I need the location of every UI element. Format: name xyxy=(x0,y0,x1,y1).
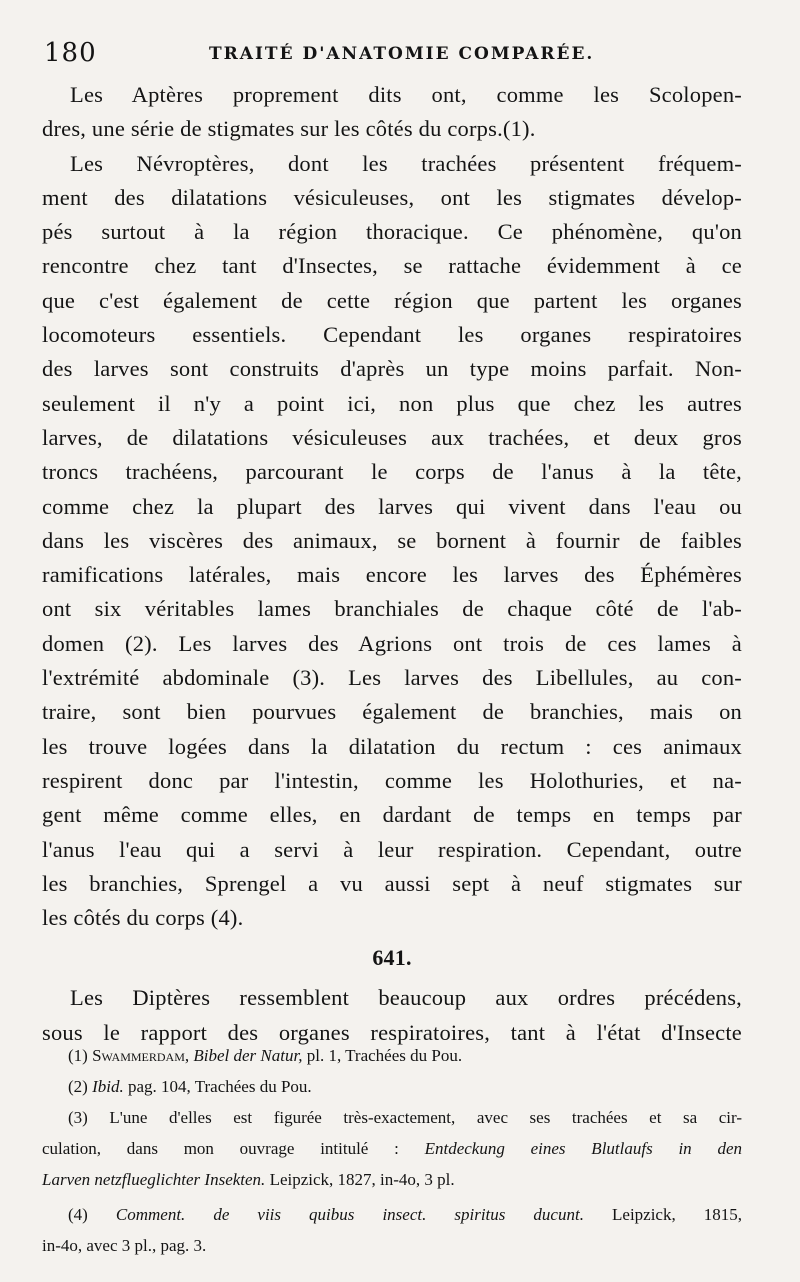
footnote-3-line xyxy=(42,1133,742,1164)
text-line: respirent donc par l'intestin, comme les Holothuries, et na- xyxy=(42,767,742,793)
text-line: larves, de dilatations vésiculeuses aux trachées, et deux gros xyxy=(42,424,742,450)
footnote-text: culation, dans mon ouvrage intitulé : xyxy=(42,1139,399,1158)
footnote-text: pl. 1, Trachées du Pou. xyxy=(306,1046,463,1065)
main-text xyxy=(42,78,742,1050)
footnote-text: Leipzick, 1827, in-4o, 3 pl. xyxy=(269,1170,455,1189)
footnote-author: Swammerdam, xyxy=(92,1046,190,1065)
footnote-mark: (2) xyxy=(68,1077,88,1096)
footnote-title: Comment. de viis quibus insect. spiritus ducunt. xyxy=(115,1205,584,1224)
footnote-4 xyxy=(42,1199,742,1230)
text-line: sous le rapport des organes respiratoires, tant à l'état d'Insecte xyxy=(42,1019,742,1045)
text-line: ramifications latérales, mais encore les larves des Éphémères xyxy=(42,562,742,588)
footnote-2 xyxy=(42,1071,742,1102)
footnote-3-line xyxy=(42,1164,742,1195)
text-line: Les Névroptères, dont les trachées présentent fréquem- xyxy=(70,150,742,176)
footnote-1 xyxy=(42,1040,742,1071)
text-line: pés surtout à la région thoracique. Ce phénomène, qu'on xyxy=(42,219,742,245)
text-line: seulement il n'y a point ici, non plus que chez les autres xyxy=(42,390,742,416)
text-line: ont six véritables lames branchiales de chaque côté de l'ab- xyxy=(42,596,742,622)
text-line: dres, une série de stigmates sur les côtés du corps.(1). xyxy=(42,116,536,142)
text-line: des larves sont construits d'après un type moins parfait. Non- xyxy=(42,356,742,382)
text-line: ment des dilatations vésiculeuses, ont les stigmates dévelop- xyxy=(42,184,742,210)
running-title: TRAITÉ D'ANATOMIE COMPARÉE. xyxy=(209,44,595,64)
footnote-title: Larven netzflueglichter Insekten. xyxy=(42,1170,266,1189)
text-line: Les Diptères ressemblent beaucoup aux ordres précédens, xyxy=(70,985,742,1011)
text-line: que c'est également de cette région que partent les organes xyxy=(42,287,742,313)
text-line: locomoteurs essentiels. Cependant les organes respiratoires xyxy=(42,322,742,348)
text-line: traire, sont bien pourvues également de branchies, mais on xyxy=(42,699,742,725)
footnote-text: pag. 104, Trachées du Pou. xyxy=(127,1077,312,1096)
footnote-title: Bibel der Natur, xyxy=(193,1046,303,1065)
footnote-4-line: in-4o, avec 3 pl., pag. 3. xyxy=(42,1236,207,1255)
text-line: les trouve logées dans la dilatation du rectum : ces animaux xyxy=(42,733,742,759)
footnote-text: Leipzick, 1815, xyxy=(612,1205,743,1224)
text-line: domen (2). Les larves des Agrions ont trois de ces lames à xyxy=(42,630,742,656)
text-line: dans les viscères des animaux, se bornent à fournir de faibles xyxy=(42,527,742,553)
footnote-title: Entdeckung eines Blutlaufs in den xyxy=(424,1139,742,1158)
text-line: comme chez la plupart des larves qui vivent dans l'eau ou xyxy=(42,493,742,519)
text-line: Les Aptères proprement dits ont, comme les Scolopen- xyxy=(70,82,742,107)
footnote-3-line: (3) L'une d'elles est figurée très-exactement, avec ses trachées et sa cir- xyxy=(68,1108,742,1127)
text-line: l'extrémité abdominale (3). Les larves des Libellules, au con- xyxy=(42,665,742,691)
text-line: troncs trachéens, parcourant le corps de l'anus à la tête, xyxy=(42,459,742,485)
page-header xyxy=(44,38,744,68)
text-line: gent même comme elles, en dardant de temps en temps par xyxy=(42,802,742,828)
text-line: rencontre chez tant d'Insectes, se rattache évidemment à ce xyxy=(42,253,742,279)
page-number: 180 xyxy=(44,38,97,68)
footnote-ibid: Ibid. xyxy=(92,1077,124,1096)
text-line: l'anus l'eau qui a servi à leur respiration. Cependant, outre xyxy=(42,836,742,862)
section-number: 641. xyxy=(372,945,412,971)
footnotes xyxy=(42,1040,742,1261)
text-line: les branchies, Sprengel a vu aussi sept à neuf stigmates sur xyxy=(42,870,742,896)
footnote-mark: (1) xyxy=(68,1046,88,1065)
footnote-mark: (4) xyxy=(68,1205,88,1224)
text-line: les côtés du corps (4). xyxy=(42,905,244,931)
